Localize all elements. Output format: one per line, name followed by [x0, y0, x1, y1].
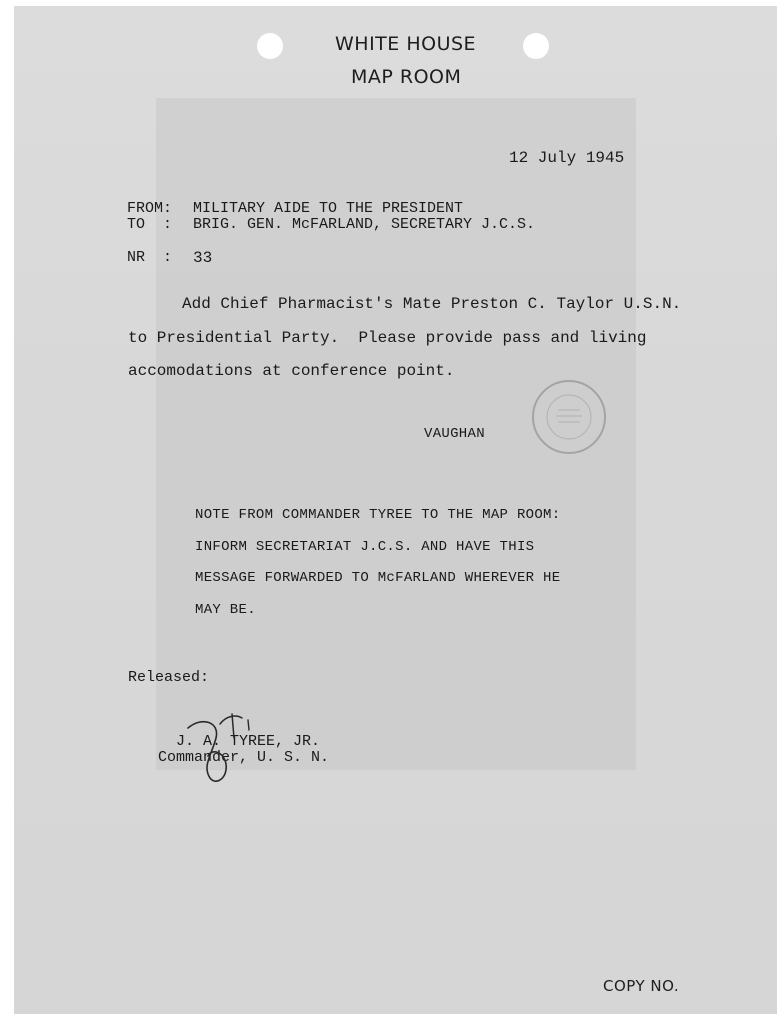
header-map-room: MAP ROOM [351, 66, 462, 88]
from-label: FROM: [127, 200, 173, 217]
from-value: MILITARY AIDE TO THE PRESIDENT [193, 200, 464, 217]
memo-sheet [14, 6, 777, 1014]
to-label: TO : [127, 216, 173, 233]
body-line-2: to Presidential Party. Please provide pass and living [128, 329, 647, 347]
copy-number-label: COPY NO. [603, 977, 680, 995]
header-white-house: WHITE HOUSE [335, 33, 477, 55]
punch-hole-left [257, 33, 283, 59]
body-line-1: Add Chief Pharmacist's Mate Preston C. Taylor U.S.N. [182, 295, 682, 313]
released-title: Commander, U. S. N. [158, 749, 330, 766]
note-line-2: INFORM SECRETARIAT J.C.S. AND HAVE THIS [195, 539, 535, 555]
released-name: J. A. TYREE, JR. [176, 733, 321, 750]
body-line-3: accomodations at conference point. [128, 362, 455, 380]
handwritten-initials-signature [182, 708, 262, 788]
punch-hole-right [523, 33, 549, 59]
library-stamp [530, 378, 608, 456]
note-line-1: NOTE FROM COMMANDER TYREE TO THE MAP ROOM: [195, 507, 561, 523]
note-line-3: MESSAGE FORWARDED TO McFARLAND WHEREVER HE [195, 570, 561, 586]
signoff-vaughan: VAUGHAN [424, 426, 485, 442]
released-label: Released: [128, 669, 210, 686]
to-value: BRIG. GEN. McFARLAND, SECRETARY J.C.S. [193, 216, 536, 233]
nr-label: NR : [127, 249, 173, 266]
memo-date: 12 July 1945 [509, 149, 625, 167]
nr-value: 33 [193, 249, 213, 267]
note-line-4: MAY BE. [195, 602, 256, 618]
